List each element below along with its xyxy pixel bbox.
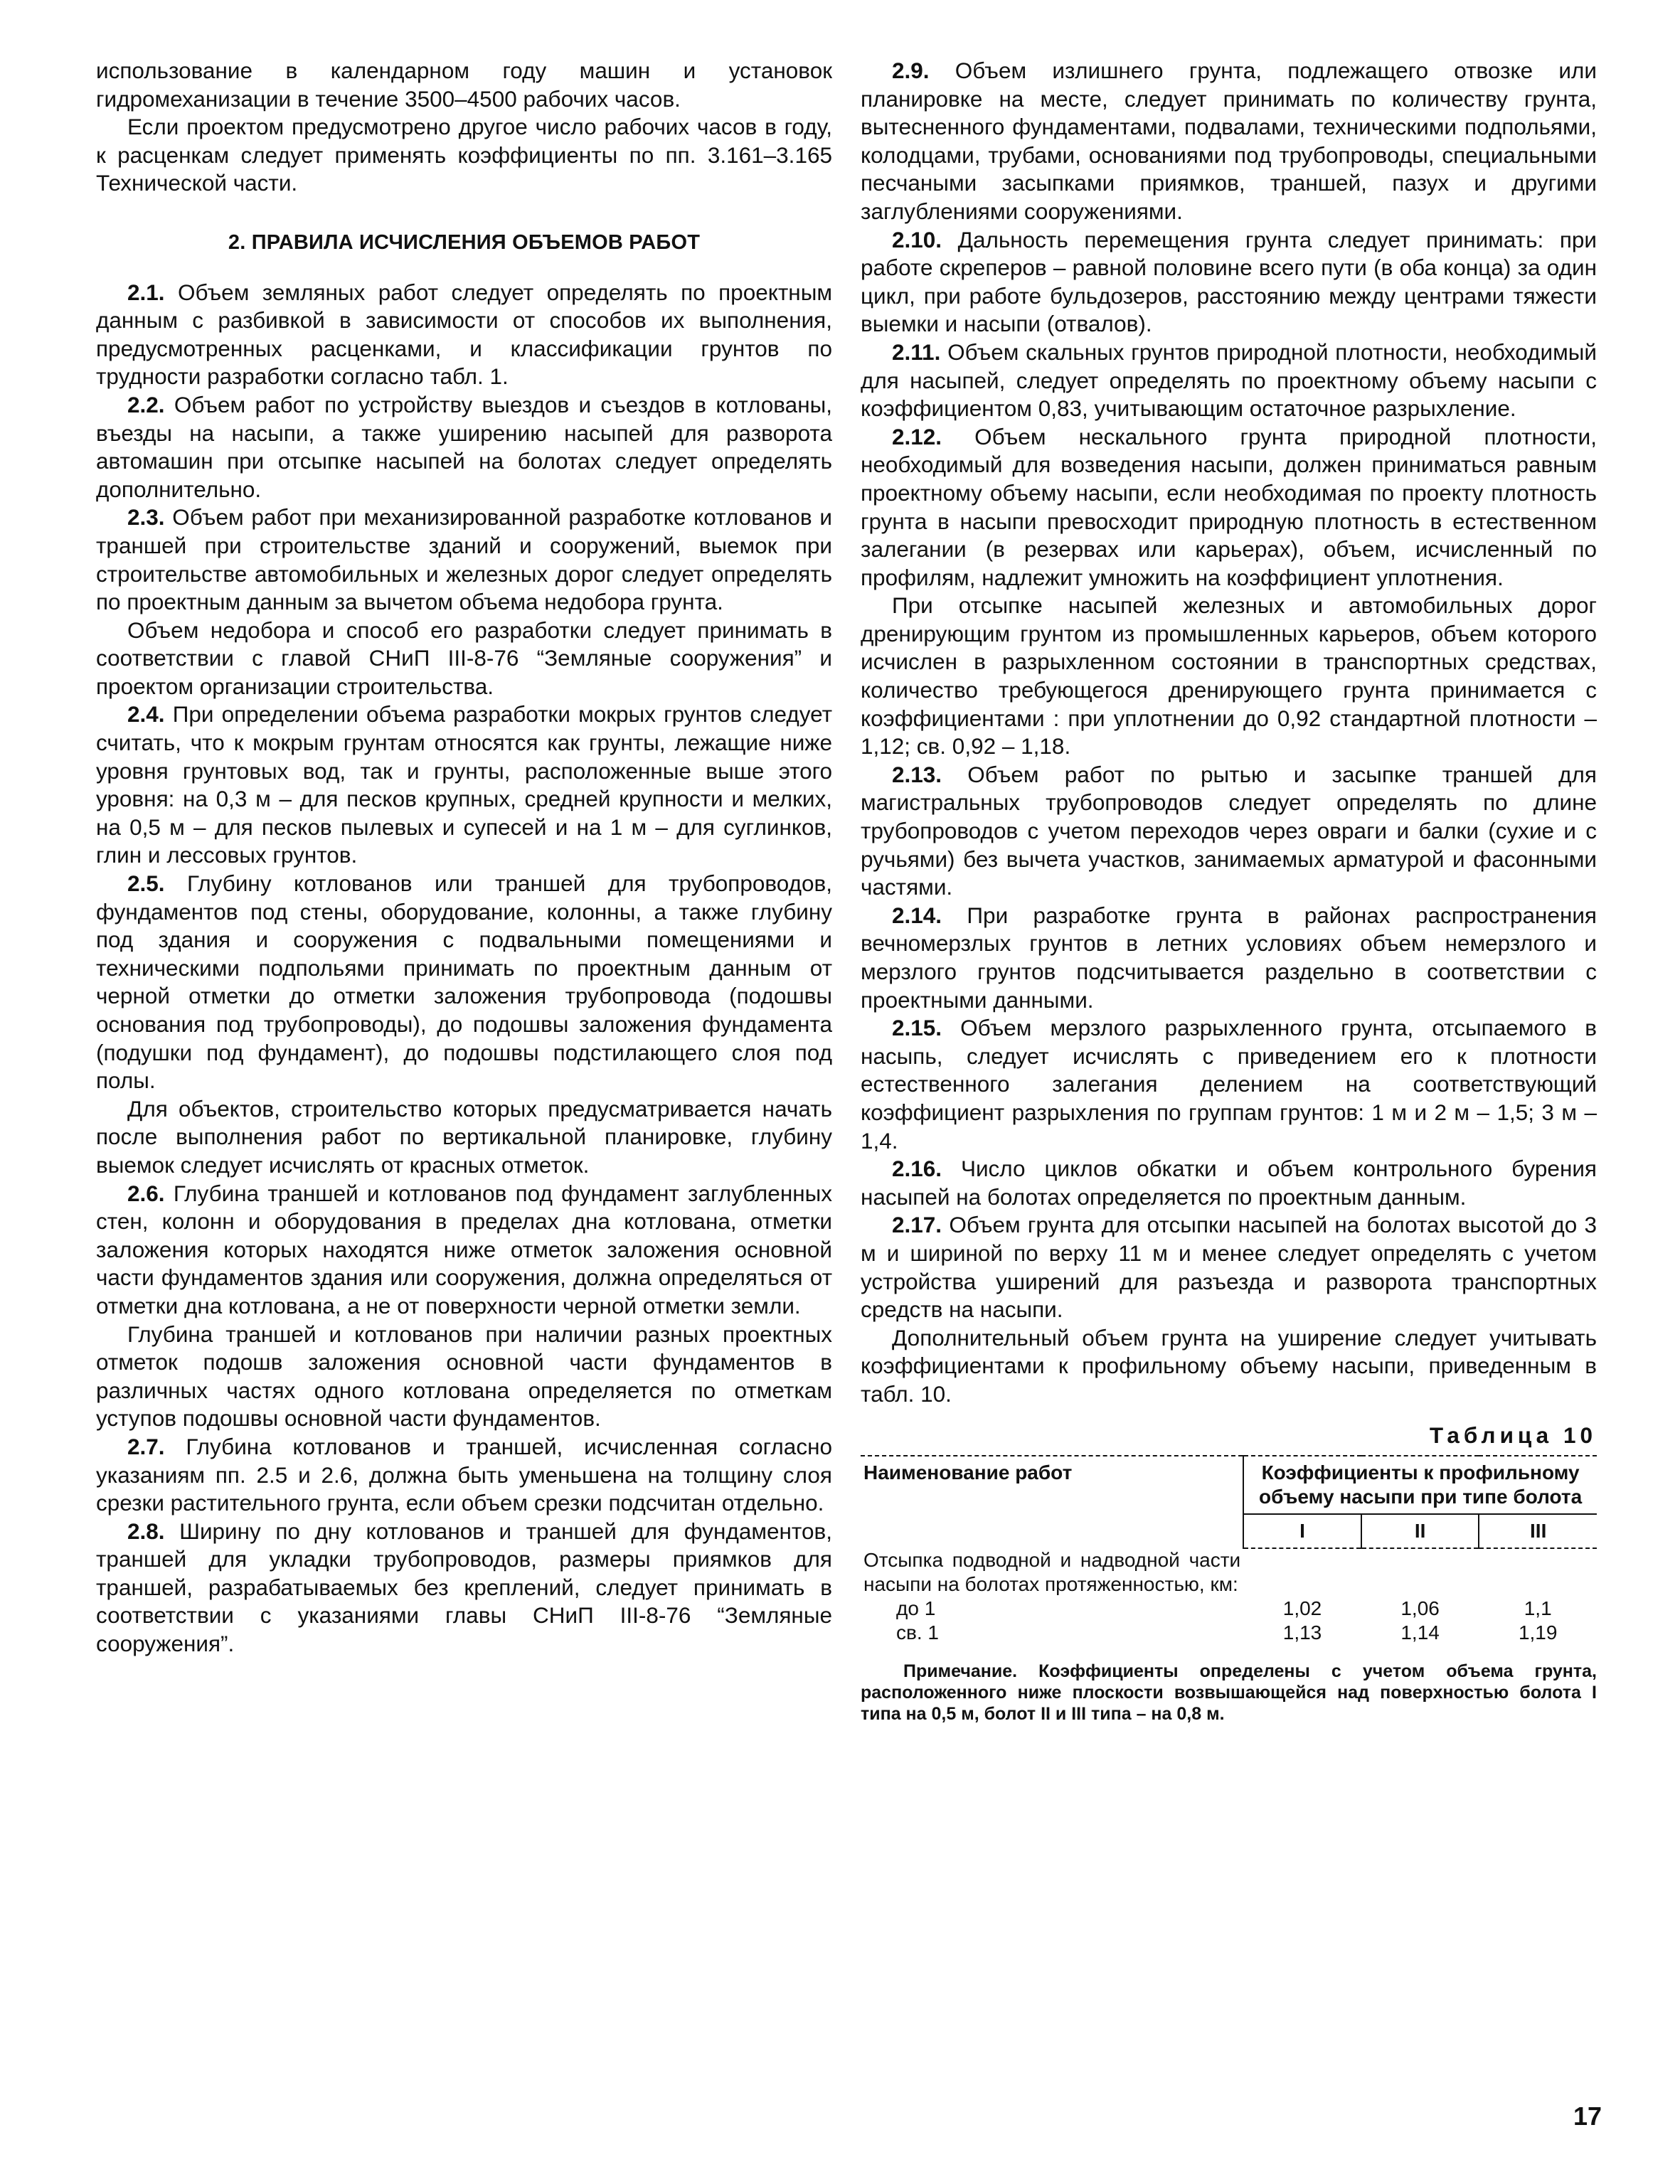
paragraph-2-7 xyxy=(96,1433,832,1518)
clause-number: 2.1. xyxy=(127,279,165,305)
paragraph-2-9 xyxy=(861,57,1597,226)
paragraph-2-4 xyxy=(96,701,832,870)
clause-text: Глубину котлованов или траншей для трубопроводов, фундаментов под стены, оборудование, колонны, а также глубину под здания и сооружения с подвальными помещениями и техническими подпольями принимать по проектным данным от черной отметки до отметки заложения трубопровода (подошвы основания под трубопроводы), до подошвы заложения фундамента (подушки под фундамент), до подошвы подстилающего слоя под полы. xyxy=(96,870,832,1094)
table-header-row xyxy=(861,1456,1597,1514)
clause-text: Глубина котлованов и траншей, исчисленная согласно указаниям пп. 2.5 и 2.6, должна быть уменьшена на толщину слоя срезки растительного грунта, если объем срезки подсчитан отдельно. xyxy=(96,1433,832,1516)
column-header-name: Наименование работ xyxy=(861,1456,1243,1548)
paragraph-2-5b: Для объектов, строительство которых предусматривается начать после выполнения работ по вертикальной планировке, глубину выемок следует исчислять от красных отметок. xyxy=(96,1095,832,1178)
cell-value: 1,19 xyxy=(1518,1621,1558,1644)
paragraph-2-17 xyxy=(861,1211,1597,1323)
paragraph-2-16 xyxy=(861,1155,1597,1211)
clause-text: Объем мерзлого разрыхленного грунта, отсыпаемого в насыпь, следует исчислять с приведением его к плотности естественного залегания делением на соответствующий коэффициент разрыхления по группам грунтов: 1 м и 2 м – 1,5; 3 м – 1,4. xyxy=(861,1015,1597,1154)
clause-text: Объем нескального грунта природной плотности, необходимый для возведения насыпи, должен приниматься равным проектному объему насыпи, если необходимая по проекту плотность грунта в насыпи превосходит природную плотность в естественном залегании (в резервах или карьерах), объем, исчисленный по профилям, надлежит умножить на коэффициент уплотнения. xyxy=(861,423,1597,590)
clause-text: Объем излишнего грунта, подлежащего отвозке или планировке на месте, следует принимать по количеству грунта, вытесненного фундаментами, подвалами, техническими подпольями, колодцами, трубами, основаниями под трубопроводы, специальными песчаными засыпками приямков, траншей, пазух и другими заглублениями сооружениями. xyxy=(861,58,1597,224)
clause-text: При определении объема разработки мокрых грунтов следует считать, что к мокрым грунтам относятся как грунты, лежащие ниже уровня грунтовых вод, так и грунты, расположенные выше этого уровня: на 0,3 м – для песков крупных, средней крупности и мелких, на 0,5 м – для песков пылевых и супесей и на 1 м – для суглинков, глин и лессовых грунтов. xyxy=(96,701,832,868)
clause-number: 2.3. xyxy=(127,504,165,531)
paragraph-2-15 xyxy=(861,1014,1597,1155)
paragraph-2-13 xyxy=(861,761,1597,902)
paragraph-2-10 xyxy=(861,226,1597,339)
column-header-type-2: II xyxy=(1361,1514,1479,1548)
paragraph-2-17b: Дополнительный объем грунта на уширение следует учитывать коэффициентами к профильному объему насыпи, приведенным в табл. 10. xyxy=(861,1324,1597,1407)
clause-number: 2.11. xyxy=(892,339,941,365)
row-group-label: Отсыпка подводной и надводной части насыпи на болотах протяженностью, км: xyxy=(863,1549,1241,1596)
cell-value: 1,1 xyxy=(1524,1597,1552,1620)
clause-number: 2.2. xyxy=(127,391,165,417)
clause-number: 2.16. xyxy=(892,1156,942,1182)
clause-text: Число циклов обкатки и объем контрольного бурения насыпей на болотах определяется по проектным данным. xyxy=(861,1156,1597,1210)
page-number: 17 xyxy=(1573,2102,1602,2131)
clause-text: Объем работ по рытью и засыпке траншей для магистральных трубопроводов следует определять по длине трубопроводов с учетом переходов через овраги и балки (сухие и с ручьями) без вычета участков, занимаемых арматурой и фасонными частями. xyxy=(861,761,1597,900)
paragraph-2-3b: Объем недобора и способ его разработки следует принимать в соответствии с главой СНиП III-8-76 “Земляные сооружения” и проектом организации строительства. xyxy=(96,617,832,699)
clause-text: Дальность перемещения грунта следует принимать: при работе скреперов – равной половине всего пути (в оба конца) за один цикл, при работе бульдозеров, расстоянию между центрами тяжести выемки и насыпи (отвалов). xyxy=(861,226,1597,337)
column-header-type-1: I xyxy=(1243,1514,1361,1548)
clause-number: 2.5. xyxy=(127,870,165,897)
paragraph-2-12b: При отсыпке насыпей железных и автомобильных дорог дренирующим грунтом из промышленных карьеров, объем которого исчислен в разрыхленном состоянии в транспортных средствах, количество требующегося дренирующего грунта принимается с коэффициентами : при уплотнении до 0,92 стандартной плотности – 1,12; св. 0,92 – 1,18. xyxy=(861,592,1597,760)
paragraph-intro-2: Если проектом предусмотрено другое число рабочих часов в году, к расценкам следует применять коэффициенты по пп. 3.161–3.165 Технической части. xyxy=(96,114,832,196)
table-note: Примечание. Коэффициенты определены с учетом объема грунта, расположенного ниже плоскости возвышающейся над поверхностью болота I типа на 0,5 м, болот II и III типа – на 0,8 м. xyxy=(861,1661,1597,1725)
right-column xyxy=(861,57,1597,1725)
clause-number: 2.9. xyxy=(892,58,930,83)
clause-text: Объем работ по устройству выездов и съездов в котлованы, въезды на насыпи, а также уширению насыпей для разворота автомашин при отсыпке насыпей на болотах следует определять дополнительно. xyxy=(96,391,832,502)
paragraph-2-8 xyxy=(96,1518,832,1658)
cell-value: 1,06 xyxy=(1400,1597,1440,1620)
paragraph-2-2 xyxy=(96,391,832,504)
clause-number: 2.12. xyxy=(892,423,942,449)
clause-text: При разработке грунта в районах распространения вечномерзлых грунтов в летних условиях объем немерзлого и мерзлого грунтов подсчитывается раздельно в соответствии с проектными данными. xyxy=(861,902,1597,1013)
clause-text: Ширину по дну котлованов и траншей для фундаментов, траншей для укладки трубопроводов, размеры приямков для траншей, разрабатываемых без креплений, следует принимать в соответствии с указаниями главы СНиП III-8-76 “Земляные сооружения”. xyxy=(96,1518,832,1657)
clause-number: 2.17. xyxy=(892,1212,942,1238)
clause-text: Объем работ при механизированной разработке котлованов и траншей при строительстве зданий и сооружений, выемок при строительстве автомобильных и железных дорог следует определять по проектным данным за вычетом объема недобора грунта. xyxy=(96,504,832,615)
clause-number: 2.7. xyxy=(127,1433,165,1459)
row-label: до 1 xyxy=(896,1597,936,1620)
section-heading: 2. ПРАВИЛА ИСЧИСЛЕНИЯ ОБЪЕМОВ РАБОТ xyxy=(228,230,701,254)
clause-text: Глубина траншей и котлованов под фундамент заглубленных стен, колонн и оборудования в пределах дна котлована, отметки заложения которых находятся ниже отметок заложения основной части фундаментов здания или сооружения, должна определяться от отметки дна котлована, а не от поверхности черной отметки земли. xyxy=(96,1180,832,1319)
paragraph-2-6 xyxy=(96,1180,832,1321)
table-row xyxy=(861,1597,1597,1621)
paragraph-intro: использование в календарном году машин и установок гидромеханизации в течение 3500–4500 рабочих часов. xyxy=(96,58,832,112)
clause-number: 2.13. xyxy=(892,761,942,787)
clause-number: 2.14. xyxy=(892,902,942,928)
clause-text: Объем земляных работ следует определять по проектным данным с разбивкой в зависимости от способов их выполнения, предусмотренных расценками, и классификации грунтов по трудности разработки согласно табл. 1. xyxy=(96,279,832,390)
row-label: св. 1 xyxy=(896,1621,940,1644)
table-caption: Таблица 10 xyxy=(1429,1422,1597,1448)
cell-value: 1,13 xyxy=(1282,1621,1322,1644)
cell-value: 1,14 xyxy=(1400,1621,1440,1644)
paragraph-2-11 xyxy=(861,339,1597,423)
column-header-type-3: III xyxy=(1479,1514,1597,1548)
paragraph-2-1 xyxy=(96,279,832,391)
table-row-group xyxy=(861,1548,1597,1597)
paragraph-2-12 xyxy=(861,423,1597,592)
paragraph-2-3 xyxy=(96,504,832,616)
table-row xyxy=(861,1621,1597,1645)
clause-number: 2.4. xyxy=(127,701,165,728)
clause-number: 2.15. xyxy=(892,1015,942,1041)
table-10 xyxy=(861,1455,1597,1645)
paragraph-2-14 xyxy=(861,902,1597,1014)
left-column xyxy=(96,57,832,1658)
paragraph-2-5 xyxy=(96,870,832,1095)
clause-text: Объем скальных грунтов природной плотности, необходимый для насыпей, следует определять по проектному объему насыпи с коэффициентом 0,83, учитывающим остаточное разрыхление. xyxy=(861,339,1597,422)
clause-number: 2.6. xyxy=(127,1180,165,1206)
paragraph-2-6b: Глубина траншей и котлованов при наличии разных проектных отметок подошв заложения основной части фундаментов в различных частях одного котлована определяется по отметкам уступов подошвы основной части фундаментов. xyxy=(96,1321,832,1432)
clause-number: 2.10. xyxy=(892,226,942,252)
clause-text: Объем грунта для отсыпки насыпей на болотах высотой до 3 м и шириной по верху 11 м и менее следует определять с учетом устройства уширений для разъезда и разворота транспортных средств на насыпи. xyxy=(861,1212,1597,1323)
clause-number: 2.8. xyxy=(127,1518,165,1544)
column-header-coefficients: Коэффициенты к профильному объему насыпи при типе болота xyxy=(1243,1456,1597,1514)
cell-value: 1,02 xyxy=(1282,1597,1322,1620)
